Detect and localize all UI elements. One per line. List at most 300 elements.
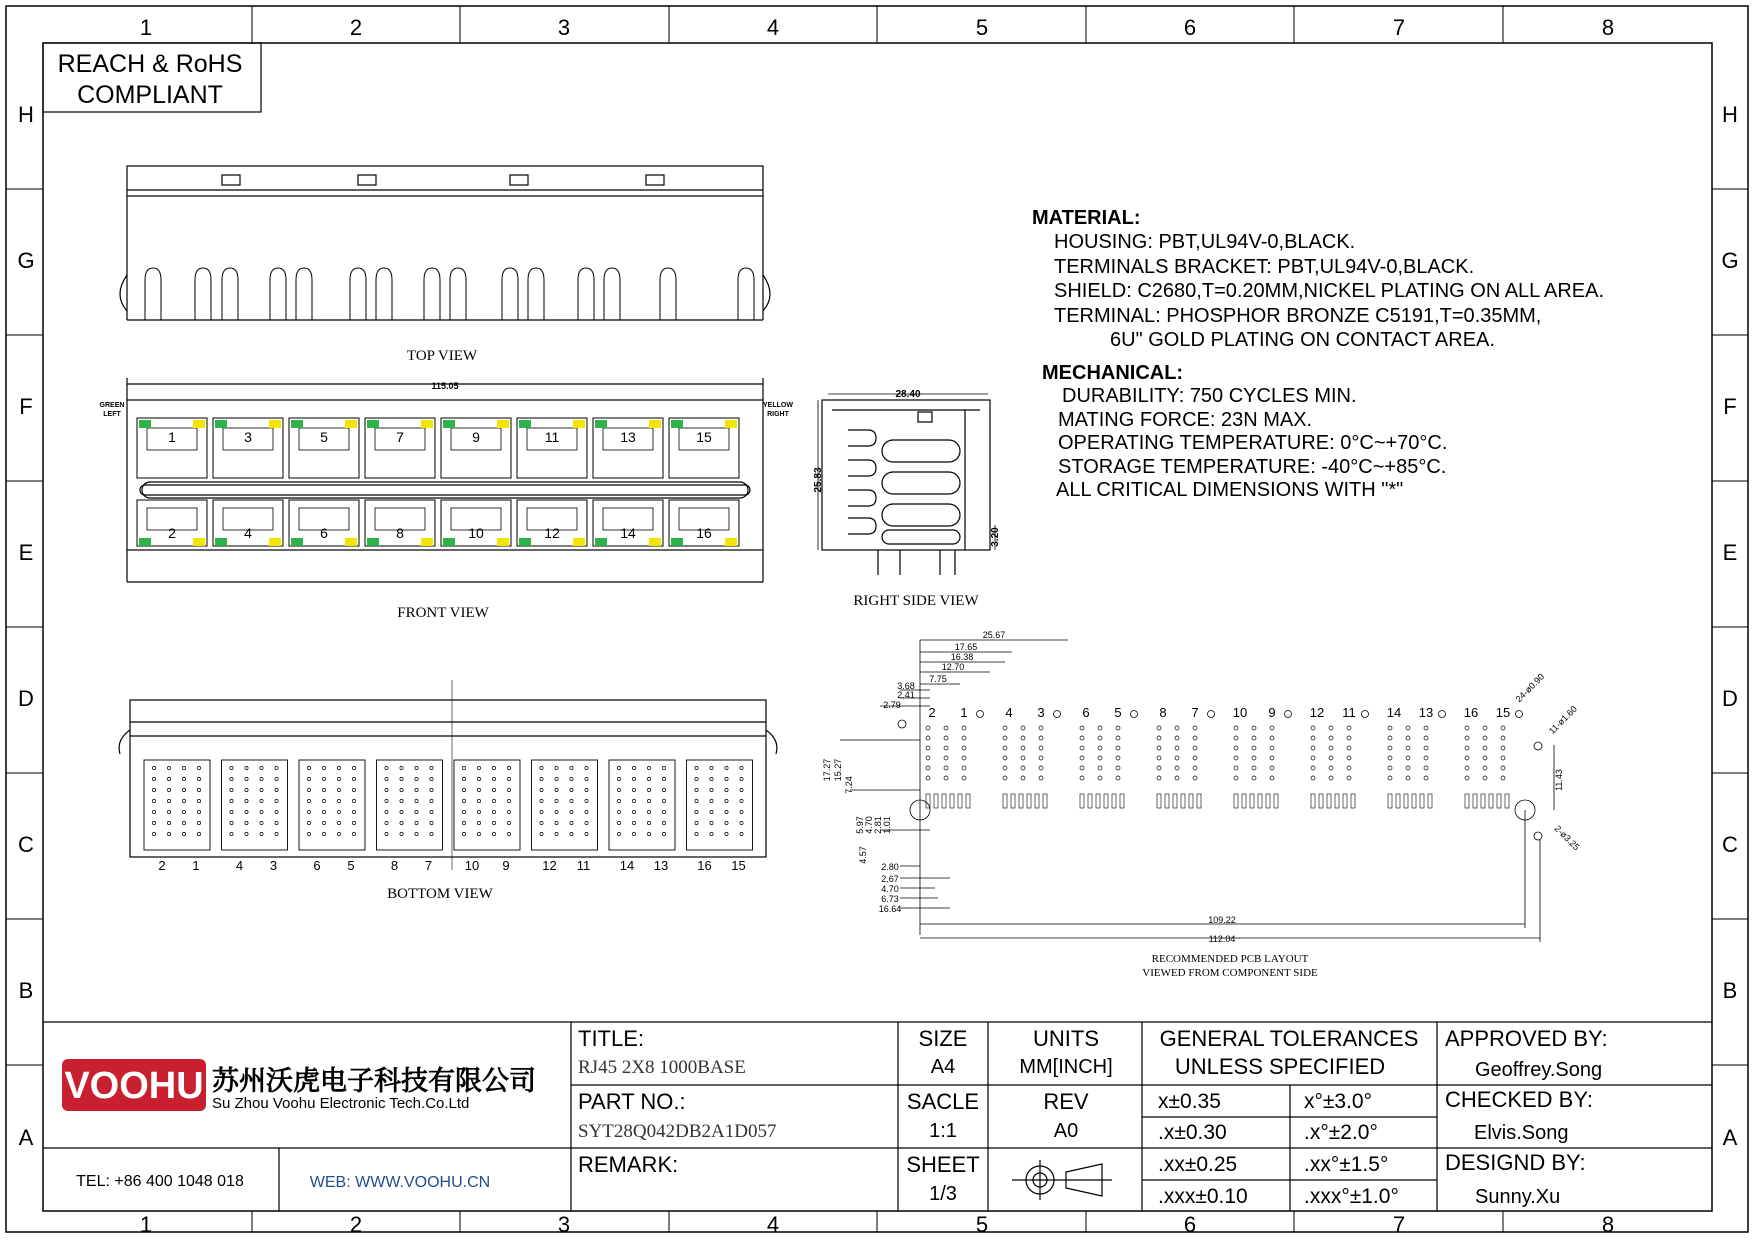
bottom-view-pin bbox=[322, 821, 325, 824]
pcb-pin-hole bbox=[1406, 766, 1410, 770]
bottom-view-cell bbox=[144, 760, 210, 850]
pcb-pin-hole bbox=[944, 726, 948, 730]
pcb-pin-hole bbox=[1483, 766, 1487, 770]
grid-col-bottom-2: 2 bbox=[349, 1212, 363, 1237]
pcb-pin-hole bbox=[1193, 776, 1197, 780]
front-top-port-number: 13 bbox=[620, 429, 636, 445]
bottom-view-pin bbox=[555, 821, 558, 824]
tolerance-angular-4: .xxx°±1.0° bbox=[1304, 1185, 1399, 1208]
bottom-view-pin bbox=[492, 821, 495, 824]
side-height-dim: 25.83 bbox=[813, 467, 824, 493]
title-value: RJ45 2X8 1000BASE bbox=[578, 1057, 746, 1078]
bottom-view-pin bbox=[695, 832, 698, 835]
bottom-view-pin bbox=[647, 832, 650, 835]
bottom-view-pin bbox=[152, 832, 155, 835]
pcb-pin-hole bbox=[1424, 756, 1428, 760]
pcb-pin-hole bbox=[1003, 736, 1007, 740]
front-bottom-port-number: 16 bbox=[696, 525, 712, 541]
pcb-pin-hole bbox=[1252, 776, 1256, 780]
bottom-view-pin bbox=[415, 777, 418, 780]
pcb-led-pad bbox=[1173, 794, 1177, 808]
pcb-pin-hole bbox=[1270, 726, 1274, 730]
pcb-dim-hole-large: 2-ø3.25 bbox=[1552, 823, 1582, 853]
pcb-dim-2-67: 2.67 bbox=[881, 874, 899, 884]
front-top-port-number: 3 bbox=[244, 429, 252, 445]
pcb-mount-hole bbox=[1439, 711, 1446, 718]
bottom-view-pin bbox=[585, 788, 588, 791]
pcb-pin-hole bbox=[1080, 756, 1084, 760]
pcb-pin-hole bbox=[1465, 746, 1469, 750]
side-width-dim: 28.40 bbox=[895, 389, 921, 400]
pcb-dim-7-75: 7.75 bbox=[929, 674, 947, 684]
bottom-view-pin bbox=[555, 788, 558, 791]
front-view-label: FRONT VIEW bbox=[397, 605, 489, 621]
front-bottom-port-number: 8 bbox=[396, 525, 404, 541]
pcb-pin-hole bbox=[1080, 746, 1084, 750]
bottom-view-pin bbox=[477, 810, 480, 813]
pcb-led-pad bbox=[942, 794, 946, 808]
pcb-pin-hole bbox=[1388, 766, 1392, 770]
bottom-view-pin bbox=[275, 799, 278, 802]
pcb-pin-hole bbox=[1270, 736, 1274, 740]
pcb-pin-hole bbox=[1329, 776, 1333, 780]
bottom-view-pin bbox=[337, 777, 340, 780]
pcb-led-pad bbox=[1274, 794, 1278, 808]
bottom-view-pin bbox=[632, 777, 635, 780]
pcb-pin-hole bbox=[1021, 776, 1025, 780]
pcb-pin-hole bbox=[1483, 746, 1487, 750]
bottom-view-pin bbox=[415, 832, 418, 835]
bottom-view-pin bbox=[322, 810, 325, 813]
pcb-pin-hole bbox=[944, 736, 948, 740]
mechanical-line-1: DURABILITY: 750 CYCLES MIN. bbox=[1062, 385, 1357, 407]
bottom-view-pin bbox=[322, 788, 325, 791]
bottom-view-pin bbox=[307, 777, 310, 780]
grid-col-bottom-4: 4 bbox=[766, 1212, 780, 1237]
pcb-pin-hole bbox=[1270, 776, 1274, 780]
pcb-led-pad bbox=[1412, 794, 1416, 808]
tolerance-linear-1: x±0.35 bbox=[1158, 1090, 1221, 1113]
bottom-view-pin bbox=[507, 799, 510, 802]
pcb-pin-hole bbox=[1311, 756, 1315, 760]
bottom-view-pin bbox=[540, 832, 543, 835]
pcb-pin-hole bbox=[1347, 746, 1351, 750]
bottom-view-label: BOTTOM VIEW bbox=[387, 886, 493, 902]
bottom-view-cell bbox=[222, 760, 288, 850]
pcb-led-pad bbox=[958, 794, 962, 808]
tolerance-heading-1: GENERAL TOLERANCES bbox=[1159, 1026, 1419, 1051]
pcb-pin-hole bbox=[1501, 726, 1505, 730]
part-no-label: PART NO.: bbox=[578, 1089, 686, 1114]
bottom-view-cell bbox=[377, 760, 443, 850]
bottom-view-pin bbox=[477, 832, 480, 835]
pcb-pin-hole bbox=[1329, 736, 1333, 740]
bottom-view-pin bbox=[152, 799, 155, 802]
pcb-led-pad bbox=[1019, 794, 1023, 808]
led-green bbox=[215, 420, 227, 428]
grid-col-top-5: 5 bbox=[975, 15, 989, 40]
pcb-pin-hole bbox=[1234, 726, 1238, 730]
bottom-view-pin bbox=[507, 821, 510, 824]
bottom-view-pin bbox=[322, 766, 325, 769]
pcb-pin-hole bbox=[1424, 726, 1428, 730]
bottom-view-pin bbox=[570, 788, 573, 791]
pcb-led-pad bbox=[1497, 794, 1501, 808]
bottom-view-pin bbox=[152, 810, 155, 813]
pcb-led-pad bbox=[1351, 794, 1355, 808]
bottom-view-pin bbox=[647, 810, 650, 813]
bottom-view-pin bbox=[385, 788, 388, 791]
material-heading: MATERIAL: bbox=[1032, 207, 1141, 229]
bottom-view-pin bbox=[507, 777, 510, 780]
bottom-view-pin bbox=[710, 799, 713, 802]
bottom-view-pin bbox=[617, 788, 620, 791]
bottom-view-drawing bbox=[119, 680, 777, 870]
bottom-view-pin bbox=[275, 766, 278, 769]
pcb-pin-hole bbox=[1465, 776, 1469, 780]
bottom-view-pin bbox=[400, 766, 403, 769]
pcb-pin-hole bbox=[1252, 746, 1256, 750]
bottom-view-pin bbox=[275, 810, 278, 813]
bottom-view-pin bbox=[662, 832, 665, 835]
bottom-view-pin bbox=[662, 810, 665, 813]
pcb-dim-7-24: 7.24 bbox=[844, 776, 854, 794]
pcb-pin-hole bbox=[1116, 776, 1120, 780]
bottom-view-pin bbox=[710, 777, 713, 780]
bottom-port-label: 14 bbox=[619, 858, 635, 873]
bottom-view-pin bbox=[415, 810, 418, 813]
pcb-pin-hole bbox=[1252, 766, 1256, 770]
led-left-label-1: GREEN bbox=[99, 402, 125, 409]
compliance-line2: COMPLIANT bbox=[77, 81, 223, 109]
bottom-view-pin bbox=[725, 832, 728, 835]
pcb-pin-hole bbox=[944, 776, 948, 780]
material-line-4: TERMINAL: PHOSPHOR BRONZE C5191,T=0.35MM, bbox=[1054, 305, 1542, 327]
pcb-pin-hole bbox=[1234, 776, 1238, 780]
bottom-view-pin bbox=[197, 821, 200, 824]
top-view-finger bbox=[222, 268, 238, 320]
pcb-pin-hole bbox=[1501, 766, 1505, 770]
pcb-port-label: 8 bbox=[1159, 705, 1167, 720]
bottom-view-pin bbox=[740, 810, 743, 813]
bottom-view-pin bbox=[415, 799, 418, 802]
bottom-view-cell bbox=[299, 760, 365, 850]
pcb-led-pad bbox=[1505, 794, 1509, 808]
pcb-pin-hole bbox=[1098, 736, 1102, 740]
title-label: TITLE: bbox=[578, 1026, 645, 1051]
led-yellow bbox=[269, 538, 281, 546]
side-lead-dim: 3.20 bbox=[990, 527, 1001, 547]
bottom-port-label: 13 bbox=[653, 858, 669, 873]
bottom-view-pin bbox=[725, 799, 728, 802]
pcb-led-pad bbox=[1396, 794, 1400, 808]
bottom-view-pin bbox=[585, 832, 588, 835]
material-line-3: SHIELD: C2680,T=0.20MM,NICKEL PLATING ON ALL AREA. bbox=[1054, 280, 1605, 302]
bottom-view-pin bbox=[462, 777, 465, 780]
bottom-view-pin bbox=[260, 777, 263, 780]
led-yellow bbox=[573, 538, 585, 546]
bottom-view-pin bbox=[710, 832, 713, 835]
pcb-pin-hole bbox=[1406, 756, 1410, 760]
pcb-dim-2-80: 2.80 bbox=[881, 862, 899, 872]
top-view-finger bbox=[195, 268, 211, 320]
front-top-port-number: 1 bbox=[168, 429, 176, 445]
pcb-port-label: 4 bbox=[1005, 705, 1013, 720]
pcb-dim-109-22: 109.22 bbox=[1208, 915, 1236, 925]
pcb-pin-hole bbox=[1021, 766, 1025, 770]
pcb-pin-hole bbox=[1483, 776, 1487, 780]
pcb-pin-hole bbox=[1003, 756, 1007, 760]
pcb-led-pad bbox=[1420, 794, 1424, 808]
right-side-view-label: RIGHT SIDE VIEW bbox=[853, 593, 979, 609]
front-bottom-port-number: 2 bbox=[168, 525, 176, 541]
bottom-view-pin bbox=[617, 810, 620, 813]
bottom-view-pin bbox=[337, 821, 340, 824]
bottom-view-pin bbox=[230, 810, 233, 813]
bottom-view-pin bbox=[695, 788, 698, 791]
bottom-view-pin bbox=[647, 788, 650, 791]
pcb-ports bbox=[926, 705, 1523, 808]
grid-col-top-6: 6 bbox=[1183, 15, 1197, 40]
bottom-view-pin bbox=[540, 788, 543, 791]
top-view-finger bbox=[296, 268, 312, 320]
bottom-view-pin bbox=[617, 799, 620, 802]
led-right-label-2: RIGHT bbox=[767, 411, 789, 418]
pcb-pin-hole bbox=[1465, 736, 1469, 740]
led-green bbox=[367, 538, 379, 546]
pcb-pin-hole bbox=[1252, 756, 1256, 760]
bottom-view-pin bbox=[245, 799, 248, 802]
pcb-pin-hole bbox=[1098, 726, 1102, 730]
bottom-view-pin bbox=[385, 821, 388, 824]
pcb-led-pad bbox=[1234, 794, 1238, 808]
bottom-view-pin bbox=[492, 832, 495, 835]
bottom-view-pin bbox=[725, 821, 728, 824]
pcb-port-label: 5 bbox=[1114, 705, 1122, 720]
bottom-view-pin bbox=[585, 821, 588, 824]
pcb-dim-2-79: 2.79 bbox=[883, 700, 901, 710]
bottom-view-pin bbox=[275, 821, 278, 824]
bottom-view-pin bbox=[337, 799, 340, 802]
pcb-pin-hole bbox=[944, 756, 948, 760]
led-green bbox=[291, 420, 303, 428]
led-yellow bbox=[269, 420, 281, 428]
bottom-view-pin bbox=[540, 810, 543, 813]
company-name-cn: 苏州沃虎电子科技有限公司 bbox=[212, 1066, 536, 1096]
pcb-led-pad bbox=[1035, 794, 1039, 808]
bottom-view-pin bbox=[322, 799, 325, 802]
led-green bbox=[215, 538, 227, 546]
bottom-view-pin bbox=[197, 766, 200, 769]
material-line-2: TERMINALS BRACKET: PBT,UL94V-0,BLACK. bbox=[1054, 256, 1475, 278]
pcb-pin-hole bbox=[1252, 736, 1256, 740]
pcb-mount-hole bbox=[1285, 711, 1292, 718]
pcb-pin-hole bbox=[944, 766, 948, 770]
bottom-port-label: 11 bbox=[576, 858, 591, 873]
pcb-pin-hole bbox=[1080, 776, 1084, 780]
bottom-view-cell bbox=[454, 760, 520, 850]
pcb-dim-16-64: 16.64 bbox=[878, 904, 902, 914]
bottom-view-pin bbox=[492, 777, 495, 780]
bottom-port-label: 6 bbox=[313, 858, 321, 873]
pcb-pin-hole bbox=[1406, 726, 1410, 730]
bottom-view-pin bbox=[182, 766, 185, 769]
bottom-view-pin bbox=[740, 799, 743, 802]
pcb-led-pad bbox=[1311, 794, 1315, 808]
bottom-view-pin bbox=[197, 788, 200, 791]
pcb-led-pad bbox=[1465, 794, 1469, 808]
pcb-pin-hole bbox=[1098, 766, 1102, 770]
bottom-view-pin bbox=[632, 788, 635, 791]
bottom-view-pin bbox=[507, 788, 510, 791]
pcb-led-pad bbox=[1250, 794, 1254, 808]
sheet-label: SHEET bbox=[906, 1152, 980, 1177]
bottom-view-pin bbox=[477, 777, 480, 780]
bottom-view-pin bbox=[430, 799, 433, 802]
bottom-view-pin bbox=[617, 821, 620, 824]
pcb-pin-hole bbox=[1116, 756, 1120, 760]
bottom-view-pin bbox=[337, 832, 340, 835]
bottom-view-pin bbox=[507, 766, 510, 769]
bottom-view-pin bbox=[152, 788, 155, 791]
bottom-view-pin bbox=[662, 777, 665, 780]
grid-row-right-H: H bbox=[1722, 102, 1738, 127]
bottom-view-pin bbox=[492, 788, 495, 791]
pcb-mount-hole bbox=[977, 711, 984, 718]
checked-value: Elvis.Song bbox=[1474, 1122, 1569, 1144]
grid-row-right-A: A bbox=[1722, 1125, 1738, 1150]
bottom-view-pin bbox=[385, 799, 388, 802]
led-yellow bbox=[345, 538, 357, 546]
approved-label: APPROVED BY: bbox=[1445, 1026, 1608, 1051]
bottom-view-pin bbox=[260, 832, 263, 835]
front-bottom-port-number: 6 bbox=[320, 525, 328, 541]
scale-label: SACLE bbox=[906, 1089, 980, 1114]
top-view-finger bbox=[270, 268, 286, 320]
top-view-label: TOP VIEW bbox=[406, 348, 478, 364]
pcb-pin-hole bbox=[1406, 746, 1410, 750]
pcb-pin-hole bbox=[1116, 736, 1120, 740]
top-view-finger bbox=[424, 268, 440, 320]
bottom-view-pin bbox=[725, 777, 728, 780]
bottom-view-pin bbox=[725, 810, 728, 813]
pcb-pin-hole bbox=[1311, 736, 1315, 740]
pcb-pin-hole bbox=[1175, 726, 1179, 730]
pcb-dim-4-70b: 4.70 bbox=[881, 884, 899, 894]
bottom-view-pin bbox=[540, 799, 543, 802]
pcb-pin-hole bbox=[1039, 766, 1043, 770]
pcb-pin-hole bbox=[1080, 736, 1084, 740]
bottom-view-pin bbox=[632, 766, 635, 769]
pcb-led-pad bbox=[966, 794, 970, 808]
checked-label: CHECKED BY: bbox=[1445, 1087, 1593, 1112]
pcb-pin-hole bbox=[1347, 726, 1351, 730]
pcb-pin-hole bbox=[1424, 766, 1428, 770]
pcb-dim-5-97: 5.97 bbox=[855, 816, 865, 834]
top-view-finger bbox=[738, 268, 754, 320]
bottom-view-pin bbox=[352, 821, 355, 824]
pcb-pin-hole bbox=[962, 756, 966, 760]
bottom-view-pin bbox=[430, 766, 433, 769]
pcb-pin-hole bbox=[1003, 726, 1007, 730]
tel-text: TEL: +86 400 1048 018 bbox=[76, 1173, 244, 1190]
pcb-pin-hole bbox=[1175, 746, 1179, 750]
bottom-view-pin bbox=[695, 777, 698, 780]
pcb-label-line1: RECOMMENDED PCB LAYOUT bbox=[1151, 953, 1309, 965]
pcb-pin-hole bbox=[1175, 776, 1179, 780]
bottom-port-label: 8 bbox=[390, 858, 399, 873]
bottom-port-label: 9 bbox=[502, 858, 510, 873]
pcb-pin-hole bbox=[1234, 756, 1238, 760]
bottom-view-pin bbox=[462, 788, 465, 791]
front-top-port-number: 9 bbox=[472, 429, 480, 445]
front-top-port-number: 15 bbox=[696, 429, 712, 445]
pcb-pin-hole bbox=[1483, 736, 1487, 740]
pcb-port-label: 7 bbox=[1191, 705, 1199, 720]
pcb-label-line2: VIEWED FROM COMPONENT SIDE bbox=[1142, 967, 1318, 979]
pcb-pin-hole bbox=[962, 736, 966, 740]
pcb-led-pad bbox=[1157, 794, 1161, 808]
grid-col-bottom-5: 5 bbox=[975, 1212, 989, 1237]
bottom-port-label: 5 bbox=[347, 858, 355, 873]
bottom-view-pin bbox=[695, 766, 698, 769]
front-view-drawing bbox=[127, 378, 763, 582]
bottom-view-pin bbox=[260, 821, 263, 824]
mechanical-line-2: MATING FORCE: 23N MAX. bbox=[1058, 409, 1313, 431]
top-view-finger bbox=[450, 268, 466, 320]
pcb-pin-hole bbox=[1021, 756, 1025, 760]
front-top-port-number: 11 bbox=[544, 429, 560, 445]
pcb-pin-hole bbox=[1116, 766, 1120, 770]
led-yellow bbox=[573, 420, 585, 428]
bottom-view-pin bbox=[167, 788, 170, 791]
pcb-pin-hole bbox=[926, 776, 930, 780]
bottom-view-pin bbox=[710, 810, 713, 813]
bottom-view-pin bbox=[570, 832, 573, 835]
pcb-led-pad bbox=[1335, 794, 1339, 808]
bottom-port-label: 1 bbox=[192, 858, 200, 873]
grid-col-top-3: 3 bbox=[557, 15, 571, 40]
bottom-view-pin bbox=[695, 799, 698, 802]
bottom-view-pin bbox=[275, 777, 278, 780]
grid-col-top-4: 4 bbox=[766, 15, 780, 40]
pcb-dim-2-81: 2.81 bbox=[873, 816, 883, 834]
led-yellow bbox=[421, 538, 433, 546]
bottom-view-pin bbox=[400, 777, 403, 780]
bottom-view-pin bbox=[570, 799, 573, 802]
pcb-pin-hole bbox=[1501, 776, 1505, 780]
bottom-view-pin bbox=[632, 810, 635, 813]
pcb-pin-hole bbox=[1234, 746, 1238, 750]
bottom-view-pin bbox=[352, 810, 355, 813]
pcb-pin-hole bbox=[1003, 766, 1007, 770]
pcb-mount-hole bbox=[1054, 711, 1061, 718]
pcb-led-pad bbox=[950, 794, 954, 808]
bottom-view-pin bbox=[662, 799, 665, 802]
bottom-view-pin bbox=[492, 810, 495, 813]
grid-row-left-E: E bbox=[18, 540, 34, 565]
pcb-pin-hole bbox=[1021, 726, 1025, 730]
pcb-led-pad bbox=[1043, 794, 1047, 808]
front-bottom-port-number: 10 bbox=[468, 525, 484, 541]
top-view-finger bbox=[578, 268, 594, 320]
bottom-view-pin bbox=[167, 832, 170, 835]
bottom-view-pin bbox=[337, 788, 340, 791]
bottom-view-pin bbox=[710, 766, 713, 769]
bottom-view-pin bbox=[585, 799, 588, 802]
pcb-led-pad bbox=[1003, 794, 1007, 808]
bottom-view-pin bbox=[182, 799, 185, 802]
